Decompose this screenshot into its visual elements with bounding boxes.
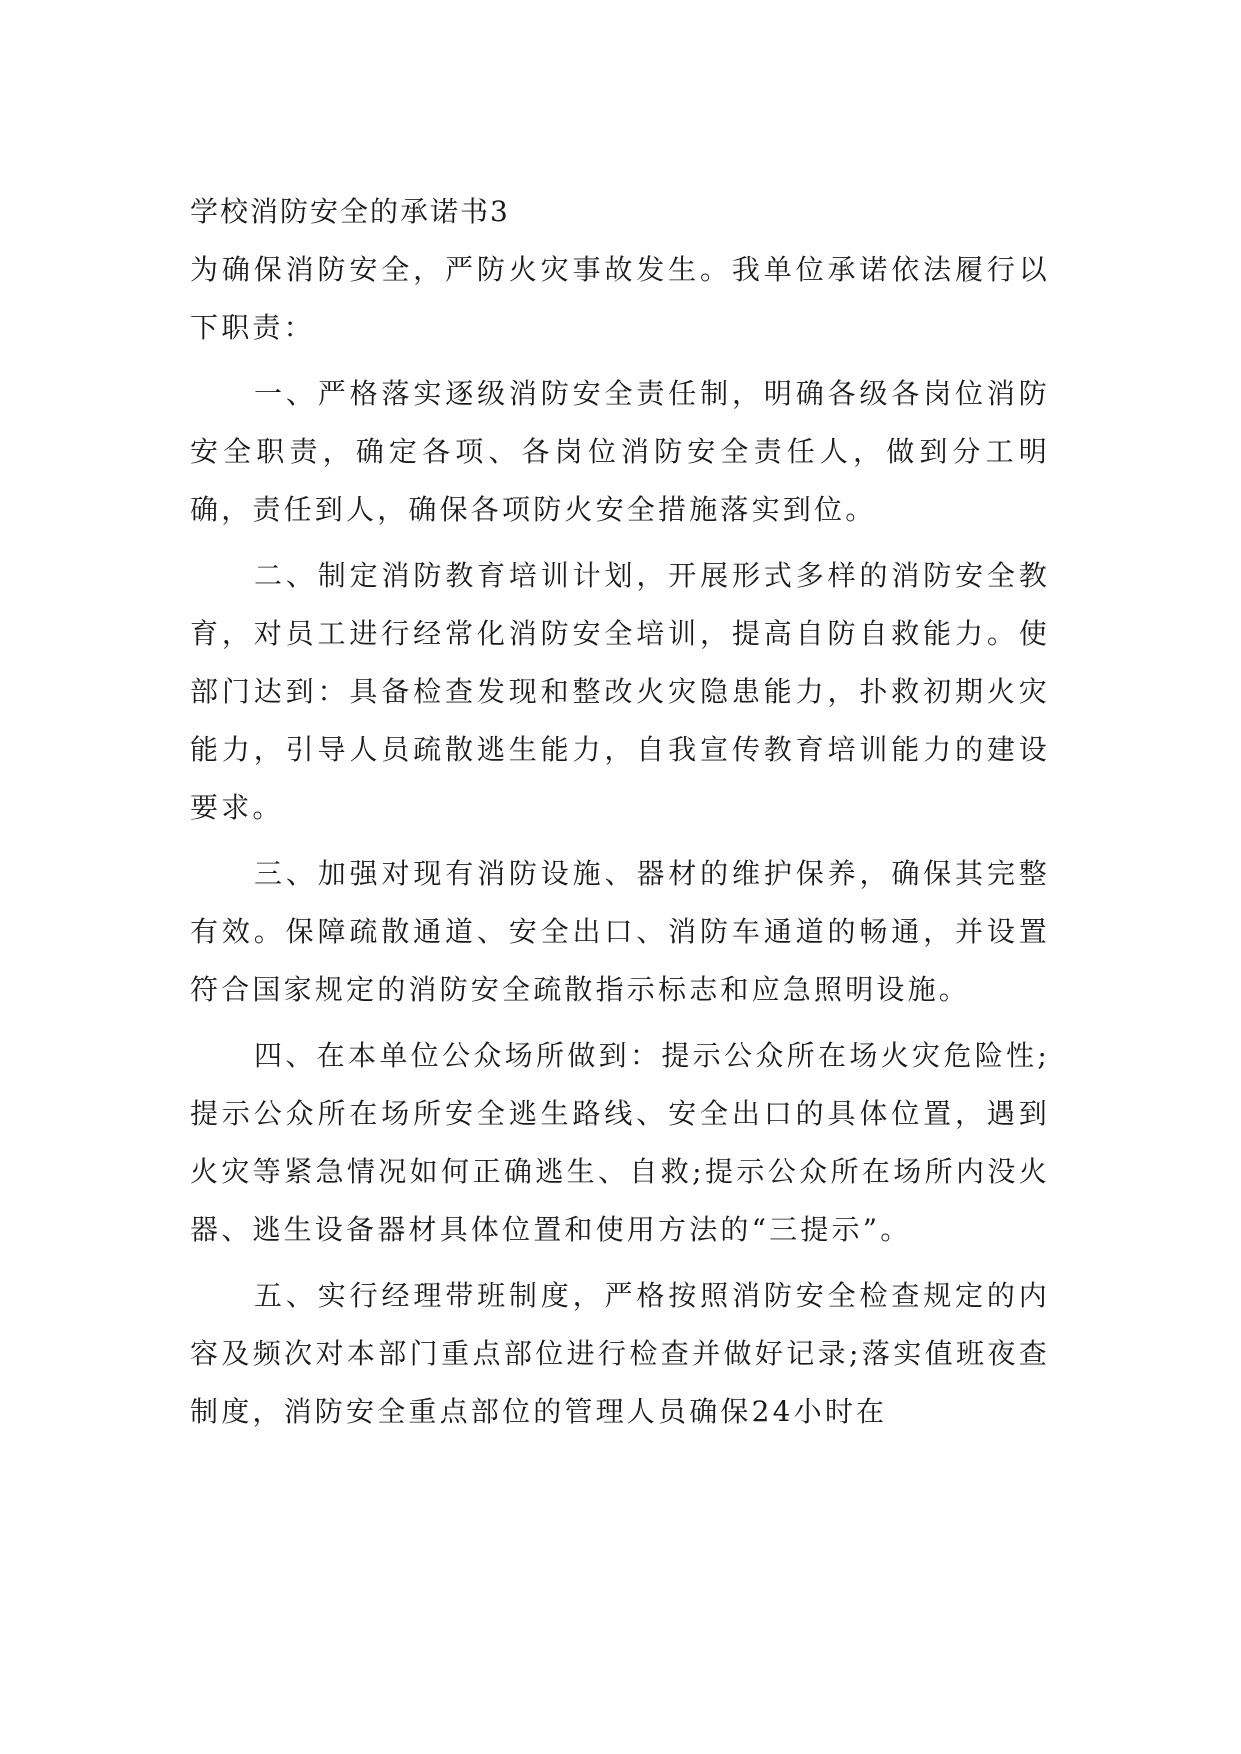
intro-paragraph: 为确保消防安全，严防火灾事故发生。我单位承诺依法履行以下职责： [190, 253, 1050, 344]
paragraph-3: 三、加强对现有消防设施、器材的维护保养，确保其完整有效。保障疏散通道、安全出口、消防车通道的畅通，并设置符合国家规定的消防安全疏散指示标志和应急照明设施。 [190, 857, 1050, 1006]
paragraph-5: 五、实行经理带班制度，严格按照消防安全检查规定的内容及频次对本部门重点部位进行检查并做好记录;落实值班夜查制度，消防安全重点部位的管理人员确保24小时在 [190, 1279, 1050, 1428]
document-title: 学校消防安全的承诺书3 [190, 195, 510, 228]
paragraph-1: 一、严格落实逐级消防安全责任制，明确各级各岗位消防安全职责，确定各项、各岗位消防安全责任人，做到分工明确，责任到人，确保各项防火安全措施落实到位。 [190, 377, 1050, 526]
paragraph-2: 二、制定消防教育培训计划，开展形式多样的消防安全教育，对员工进行经常化消防安全培训，提高自防自救能力。使部门达到：具备检查发现和整改火灾隐患能力，扑救初期火灾能力，引导人员疏散逃生能力，自我宣传教育培训能力的建设要求。 [190, 559, 1050, 824]
paragraph-4: 四、在本单位公众场所做到：提示公众所在场火灾危险性;提示公众所在场所安全逃生路线、安全出口的具体位置，遇到火灾等紧急情况如何正确逃生、自救;提示公众所在场所内没火器、逃生设备器材具体位置和使用方法的“三提示”。 [190, 1039, 1050, 1246]
document-body [190, 193, 1050, 1449]
